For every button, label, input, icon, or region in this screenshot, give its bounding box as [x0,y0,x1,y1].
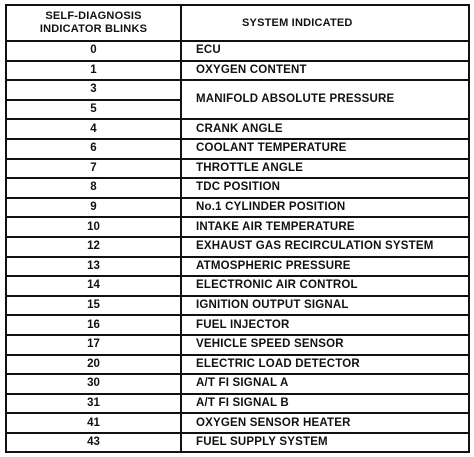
table-row [6,80,469,100]
system-indicated-cell: THROTTLE ANGLE [181,159,469,179]
system-indicated-cell: FUEL INJECTOR [181,315,469,335]
system-indicated-cell: ATMOSPHERIC PRESSURE [181,257,469,277]
indicator-blinks-cell: 43 [6,433,181,453]
table-row [6,335,469,355]
system-indicated-cell: INTAKE AIR TEMPERATURE [181,217,469,237]
indicator-blinks-cell: 10 [6,217,181,237]
table-row [6,296,469,316]
table-row [6,41,469,61]
indicator-blinks-cell: 4 [6,119,181,139]
table-row [6,198,469,218]
system-indicated-cell: CRANK ANGLE [181,119,469,139]
table-row [6,433,469,453]
system-indicated-cell: IGNITION OUTPUT SIGNAL [181,296,469,316]
system-indicated-cell: A/T FI SIGNAL B [181,394,469,414]
indicator-blinks-cell: 6 [6,139,181,159]
column-header-indicator-blinks-line1: SELF-DIAGNOSIS [45,10,142,22]
system-indicated-cell: ECU [181,41,469,61]
table-row [6,374,469,394]
indicator-blinks-cell: 15 [6,296,181,316]
table-row [6,276,469,296]
table-row [6,119,469,139]
indicator-blinks-cell: 8 [6,178,181,198]
table-row [6,139,469,159]
table-row [6,257,469,277]
system-indicated-cell: MANIFOLD ABSOLUTE PRESSURE [181,80,469,119]
column-header-indicator-blinks [6,5,181,41]
table-header-row [6,5,469,41]
table-body [6,41,469,452]
diagnosis-code-sheet [5,4,468,452]
indicator-blinks-cell: 14 [6,276,181,296]
indicator-blinks-cell: 3 [6,80,181,100]
system-indicated-cell: A/T FI SIGNAL A [181,374,469,394]
system-indicated-cell: FUEL SUPPLY SYSTEM [181,433,469,453]
diagnosis-code-table [5,4,470,453]
table-row [6,413,469,433]
system-indicated-cell: COOLANT TEMPERATURE [181,139,469,159]
column-header-system-indicated: SYSTEM INDICATED [181,5,469,41]
indicator-blinks-cell: 12 [6,237,181,257]
indicator-blinks-cell: 0 [6,41,181,61]
system-indicated-cell: ELECTRONIC AIR CONTROL [181,276,469,296]
indicator-blinks-cell: 16 [6,315,181,335]
table-row [6,178,469,198]
table-row [6,61,469,81]
indicator-blinks-cell: 9 [6,198,181,218]
system-indicated-cell: OXYGEN CONTENT [181,61,469,81]
indicator-blinks-cell: 20 [6,355,181,375]
system-indicated-cell: ELECTRIC LOAD DETECTOR [181,355,469,375]
indicator-blinks-cell: 41 [6,413,181,433]
system-indicated-cell: No.1 CYLINDER POSITION [181,198,469,218]
column-header-indicator-blinks-line2: INDICATOR BLINKS [39,23,148,35]
table-row [6,237,469,257]
indicator-blinks-cell: 17 [6,335,181,355]
system-indicated-cell: OXYGEN SENSOR HEATER [181,413,469,433]
table-row [6,217,469,237]
table-row [6,355,469,375]
table-row [6,159,469,179]
indicator-blinks-cell: 31 [6,394,181,414]
indicator-blinks-cell: 5 [6,100,181,120]
system-indicated-cell: EXHAUST GAS RECIRCULATION SYSTEM [181,237,469,257]
system-indicated-cell: VEHICLE SPEED SENSOR [181,335,469,355]
system-indicated-cell: TDC POSITION [181,178,469,198]
indicator-blinks-cell: 30 [6,374,181,394]
indicator-blinks-cell: 1 [6,61,181,81]
indicator-blinks-cell: 13 [6,257,181,277]
table-row [6,394,469,414]
indicator-blinks-cell: 7 [6,159,181,179]
table-row [6,315,469,335]
